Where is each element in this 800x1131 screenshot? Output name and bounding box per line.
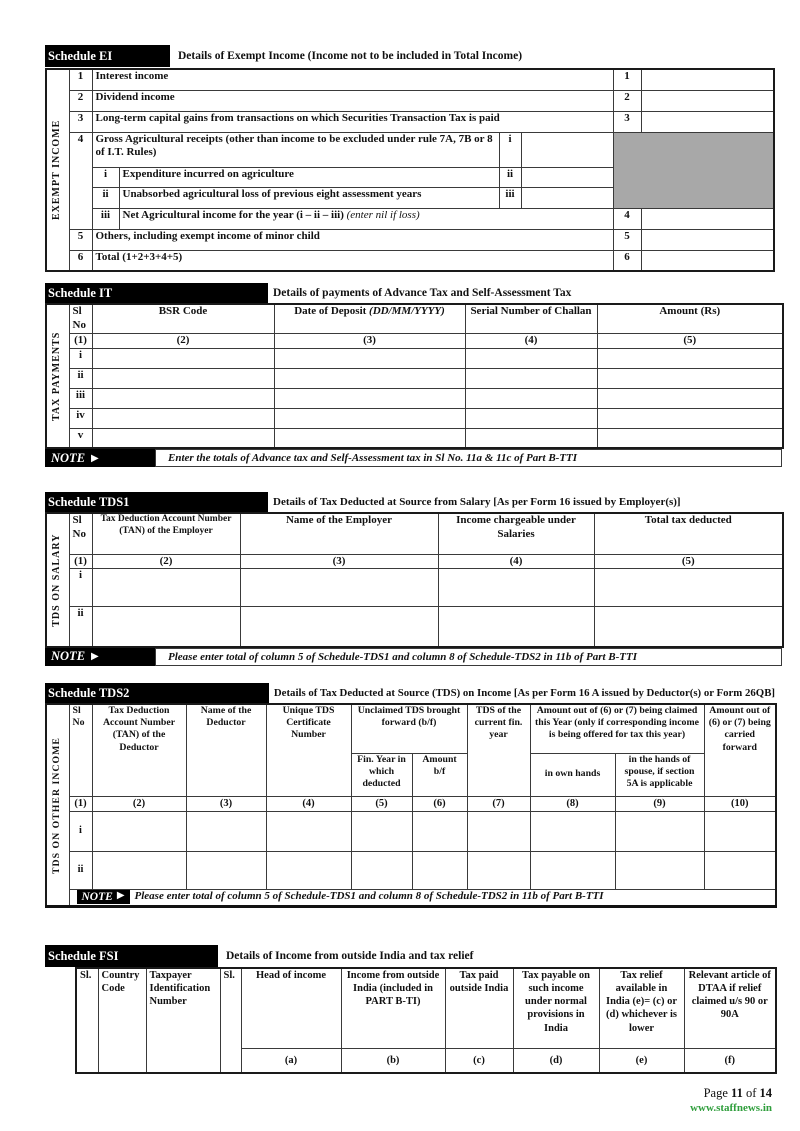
empty-cell <box>92 811 186 851</box>
row-number: 6 <box>69 250 92 271</box>
empty-cell <box>186 811 266 851</box>
table-row <box>46 428 783 448</box>
value-cell <box>641 208 774 229</box>
total-entry-cell <box>594 607 783 647</box>
side-label: TAX PAYMENTS <box>46 304 69 448</box>
row-number: i <box>69 348 92 368</box>
col-letter: (e) <box>599 1048 684 1073</box>
amount-digit-boxes <box>597 408 783 428</box>
sub-row-number: iii <box>92 208 119 229</box>
right-number: 4 <box>613 208 641 229</box>
date-digit-boxes <box>274 348 465 368</box>
col-header-dtaa-article: Relevant article of DTAA if relief claimed u/s 90 or 90A <box>684 968 776 1048</box>
col-number: (4) <box>266 796 351 811</box>
schedule-it-tag: Schedule IT <box>45 283 268 303</box>
schedule-tds2-table <box>45 703 777 908</box>
col-header-text: No <box>72 318 86 331</box>
note-label-text: NOTE <box>81 890 113 903</box>
amount-digit-boxes <box>597 348 783 368</box>
col-letter: (c) <box>445 1048 513 1073</box>
col-header-tin: Taxpayer Identification Number <box>146 968 220 1073</box>
row-number: iv <box>69 408 92 428</box>
col-header-slno <box>69 704 92 796</box>
right-number: 6 <box>613 250 641 271</box>
table-row <box>46 811 776 851</box>
bsr-digit-boxes <box>92 368 274 388</box>
schedule-tds1-header <box>45 492 782 512</box>
col-number: (2) <box>92 333 274 348</box>
table-row <box>46 368 783 388</box>
table-row <box>46 851 776 889</box>
row-number: 3 <box>69 111 92 132</box>
row-number: 5 <box>69 229 92 250</box>
table-row <box>46 388 783 408</box>
side-label: TDS ON SALARY <box>46 513 69 647</box>
row-number: 1 <box>69 69 92 90</box>
schedule-fsi-table <box>75 967 777 1074</box>
empty-cell <box>467 811 530 851</box>
empty-cell <box>530 811 615 851</box>
col-number: (3) <box>240 554 438 569</box>
col-number: (1) <box>69 554 92 569</box>
right-number: 3 <box>613 111 641 132</box>
watermark-site-link: www.staffnews.in <box>690 1102 772 1114</box>
col-header-sl2: Sl. <box>220 968 241 1073</box>
col-number: (5) <box>597 333 783 348</box>
amount-digit-boxes <box>597 388 783 408</box>
col-header-income-outside: Income from outside India (included in PART B-TI) <box>341 968 445 1048</box>
schedule-it-header <box>45 283 782 303</box>
value-cell <box>641 250 774 271</box>
row-number: 2 <box>69 90 92 111</box>
col-header-country: Country Code <box>98 968 146 1073</box>
note-label <box>77 890 130 904</box>
bsr-digit-boxes <box>92 348 274 368</box>
total-entry-cell <box>594 569 783 607</box>
schedule-ei-tag: Schedule EI <box>45 45 170 67</box>
row-label: Others, including exempt income of minor child <box>92 229 613 250</box>
income-entry-cell <box>438 569 594 607</box>
empty-cell <box>266 851 351 889</box>
row-label: Interest income <box>92 69 613 90</box>
col-header-own-hands: in own hands <box>530 753 615 796</box>
row-number: ii <box>69 851 92 889</box>
sub-box-label: i <box>499 132 521 167</box>
col-header-deductor: Name of the Deductor <box>186 704 266 796</box>
col-header-text: Date of Deposit <box>294 305 367 317</box>
of-label: of <box>745 1086 757 1100</box>
schedule-ei-section <box>45 45 773 272</box>
right-number: 5 <box>613 229 641 250</box>
table-row <box>46 408 783 428</box>
row-number: v <box>69 428 92 448</box>
serial-digit-boxes <box>465 388 597 408</box>
empty-cell <box>266 811 351 851</box>
col-header-cert: Unique TDS Certificate Number <box>266 704 351 796</box>
schedule-it-table <box>45 303 784 449</box>
col-header-tax-relief: Tax relief available in India (e)= (c) or (d) whichever is lower <box>599 968 684 1048</box>
serial-digit-boxes <box>465 408 597 428</box>
table-row <box>46 348 783 368</box>
note-text: Please enter total of column 5 of Schedule-TDS1 and column 8 of Schedule-TDS2 in 11b of Part B-TTI <box>155 648 782 666</box>
note-arrow-icon: ▶ <box>116 890 125 902</box>
schedule-ei-header <box>45 45 773 67</box>
serial-digit-boxes <box>465 368 597 388</box>
empty-cell <box>412 851 467 889</box>
row-label: Dividend income <box>92 90 613 111</box>
row-number: iii <box>69 388 92 408</box>
table-row <box>46 304 783 333</box>
col-header-amount: Amount (Rs) <box>597 304 783 333</box>
row-number: i <box>69 811 92 851</box>
col-number: (2) <box>92 554 240 569</box>
note-arrow-icon: ▶ <box>91 651 99 663</box>
sub-box-label: ii <box>499 167 521 187</box>
col-header-date-format: (DD/MM/YYYY) <box>369 305 445 317</box>
sub-value-cell <box>521 167 613 187</box>
income-entry-cell <box>438 607 594 647</box>
schedule-tds2-note <box>69 889 776 906</box>
note-label <box>45 648 155 666</box>
schedule-tds1-table <box>45 512 784 648</box>
table-row <box>46 111 774 132</box>
table-row <box>46 889 776 906</box>
schedule-fsi-tag: Schedule FSI <box>45 945 218 967</box>
col-number: (5) <box>594 554 783 569</box>
amount-digit-boxes <box>597 368 783 388</box>
employer-name-cell <box>240 607 438 647</box>
page-indicator <box>0 1086 772 1101</box>
date-digit-boxes <box>274 428 465 448</box>
col-header-serial: Serial Number of Challan <box>465 304 597 333</box>
schedule-fsi-header <box>45 945 775 967</box>
side-label: EXEMPT INCOME <box>46 69 69 271</box>
col-number: (3) <box>274 333 465 348</box>
col-header-text: No <box>72 717 85 729</box>
col-header-unclaimed: Unclaimed TDS brought forward (b/f) <box>351 704 467 753</box>
table-row <box>46 554 783 569</box>
row-label-note: (enter nil if loss) <box>346 208 420 221</box>
col-header-date <box>274 304 465 333</box>
col-header-sl1: Sl. <box>76 968 98 1073</box>
schedule-tds1-section <box>45 492 782 666</box>
col-header-bsr: BSR Code <box>92 304 274 333</box>
col-number: (8) <box>530 796 615 811</box>
col-header-text: Sl <box>72 514 82 526</box>
col-letter: (a) <box>241 1048 341 1073</box>
col-number: (6) <box>412 796 467 811</box>
right-number: 2 <box>613 90 641 111</box>
row-label-text: Net Agricultural income for the year (i – ii – iii) <box>122 208 344 221</box>
row-number: ii <box>69 607 92 647</box>
schedule-fsi-section <box>45 945 775 1074</box>
col-header-slno <box>69 304 92 333</box>
table-row <box>76 968 776 1048</box>
schedule-tds1-tag: Schedule TDS1 <box>45 492 268 512</box>
side-label: TDS ON OTHER INCOME <box>46 704 69 906</box>
col-number: (10) <box>704 796 776 811</box>
col-number: (9) <box>615 796 704 811</box>
empty-cell <box>412 811 467 851</box>
amount-digit-boxes <box>597 428 783 448</box>
col-header-employer: Name of the Employer <box>240 513 438 554</box>
value-cell <box>641 229 774 250</box>
col-header-total: Total tax deducted <box>594 513 783 554</box>
sub-value-cell <box>521 132 613 167</box>
col-header-amount-bf: Amount b/f <box>412 753 467 796</box>
col-header-slno <box>69 513 92 554</box>
row-label <box>119 208 613 229</box>
col-number: (5) <box>351 796 412 811</box>
sub-value-cell <box>521 187 613 208</box>
empty-cell <box>615 851 704 889</box>
table-row <box>46 607 783 647</box>
col-number: (4) <box>465 333 597 348</box>
schedule-fsi-title: Details of Income from outside India and tax relief <box>226 950 474 962</box>
note-label-text: NOTE <box>51 450 86 465</box>
table-row <box>46 513 783 554</box>
empty-cell <box>704 851 776 889</box>
table-row <box>46 90 774 111</box>
schedule-tds2-tag: Schedule TDS2 <box>45 683 269 703</box>
table-row <box>46 333 783 348</box>
schedule-it-note <box>45 449 782 467</box>
note-text: Please enter total of column 5 of Schedule-TDS1 and column 8 of Schedule-TDS2 in 11b of Part B-TTI <box>134 889 604 902</box>
empty-cell <box>92 851 186 889</box>
col-header-tan: Tax Deduction Account Number (TAN) of the Employer <box>92 513 240 554</box>
row-label: Total (1+2+3+4+5) <box>92 250 613 271</box>
serial-digit-boxes <box>465 428 597 448</box>
page-total: 14 <box>759 1086 772 1100</box>
col-header-text: Sl <box>72 305 82 317</box>
col-number: (7) <box>467 796 530 811</box>
page-footer <box>0 1086 772 1114</box>
schedule-ei-title: Details of Exempt Income (Income not to be included in Total Income) <box>178 50 523 62</box>
empty-cell <box>467 851 530 889</box>
table-row <box>46 208 774 229</box>
row-label: Long-term capital gains from transactions on which Securities Transaction Tax is paid <box>92 111 613 132</box>
col-header-text: Sl <box>72 705 81 716</box>
sub-row-number: i <box>92 167 119 187</box>
tan-entry-cell <box>92 607 240 647</box>
col-header-tan: Tax Deduction Account Number (TAN) of the Deductor <box>92 704 186 796</box>
col-header-tax-paid: Tax paid outside India <box>445 968 513 1048</box>
row-label: Unabsorbed agricultural loss of previous eight assessment years <box>119 187 499 208</box>
col-letter: (b) <box>341 1048 445 1073</box>
schedule-it-title: Details of payments of Advance Tax and Self-Assessment Tax <box>273 287 572 299</box>
row-number: i <box>69 569 92 607</box>
shaded-cell <box>613 132 774 208</box>
row-number: 4 <box>69 132 92 229</box>
value-cell <box>641 111 774 132</box>
date-digit-boxes <box>274 408 465 428</box>
schedule-tds1-title: Details of Tax Deducted at Source from Salary [As per Form 16 issued by Employer(s)] <box>273 496 681 508</box>
table-row <box>46 704 776 753</box>
schedule-tds2-header <box>45 683 775 703</box>
col-number: (2) <box>92 796 186 811</box>
col-number: (3) <box>186 796 266 811</box>
schedule-tds2-section <box>45 683 775 908</box>
date-digit-boxes <box>274 388 465 408</box>
serial-digit-boxes <box>465 348 597 368</box>
empty-cell <box>186 851 266 889</box>
sub-box-label: iii <box>499 187 521 208</box>
col-header-tds-year: TDS of the current fin. year <box>467 704 530 796</box>
row-number: ii <box>69 368 92 388</box>
right-number: 1 <box>613 69 641 90</box>
note-label <box>45 449 155 467</box>
row-label: Gross Agricultural receipts (other than income to be excluded under rule 7A, 7B or 8 of I.T. Rules) <box>92 132 499 167</box>
col-header-spouse: in the hands of spouse, if section 5A is applicable <box>615 753 704 796</box>
col-header-fin-year: Fin. Year in which deducted <box>351 753 412 796</box>
page-number: 11 <box>731 1086 743 1100</box>
value-cell <box>641 69 774 90</box>
sub-row-number: ii <box>92 187 119 208</box>
note-text: Enter the totals of Advance tax and Self-Assessment tax in Sl No. 11a & 11c of Part B-TTI <box>155 449 782 467</box>
note-label-text: NOTE <box>51 649 86 664</box>
empty-cell <box>615 811 704 851</box>
schedule-ei-table <box>45 68 775 272</box>
bsr-digit-boxes <box>92 388 274 408</box>
schedule-tds1-note <box>45 648 782 666</box>
table-row <box>46 250 774 271</box>
col-number: (4) <box>438 554 594 569</box>
empty-cell <box>704 811 776 851</box>
note-arrow-icon: ▶ <box>91 452 99 464</box>
page-label: Page <box>703 1086 728 1100</box>
table-row <box>46 69 774 90</box>
schedule-tds2-title: Details of Tax Deducted at Source (TDS) on Income [As per Form 16 A issued by Deductor(s) or Form 26QB] <box>273 687 775 699</box>
col-header-claimed: Amount out of (6) or (7) being claimed this Year (only if corresponding income is being offered for tax this year) <box>530 704 704 753</box>
employer-name-cell <box>240 569 438 607</box>
row-label: Expenditure incurred on agriculture <box>119 167 499 187</box>
date-digit-boxes <box>274 368 465 388</box>
tan-entry-cell <box>92 569 240 607</box>
table-row <box>46 132 774 167</box>
col-header-head-income: Head of income <box>241 968 341 1048</box>
empty-cell <box>530 851 615 889</box>
col-header-carried: Amount out of (6) or (7) being carried forward <box>704 704 776 796</box>
value-cell <box>641 90 774 111</box>
col-number: (1) <box>69 796 92 811</box>
col-header-text: No <box>72 527 86 540</box>
schedule-it-section <box>45 283 782 467</box>
table-row <box>46 569 783 607</box>
col-number: (1) <box>69 333 92 348</box>
empty-cell <box>351 851 412 889</box>
empty-cell <box>351 811 412 851</box>
table-row <box>46 229 774 250</box>
table-row <box>46 796 776 811</box>
bsr-digit-boxes <box>92 408 274 428</box>
col-letter: (f) <box>684 1048 776 1073</box>
col-header-income: Income chargeable under Salaries <box>438 513 594 554</box>
bsr-digit-boxes <box>92 428 274 448</box>
col-letter: (d) <box>513 1048 599 1073</box>
col-header-tax-payable: Tax payable on such income under normal provisions in India <box>513 968 599 1048</box>
